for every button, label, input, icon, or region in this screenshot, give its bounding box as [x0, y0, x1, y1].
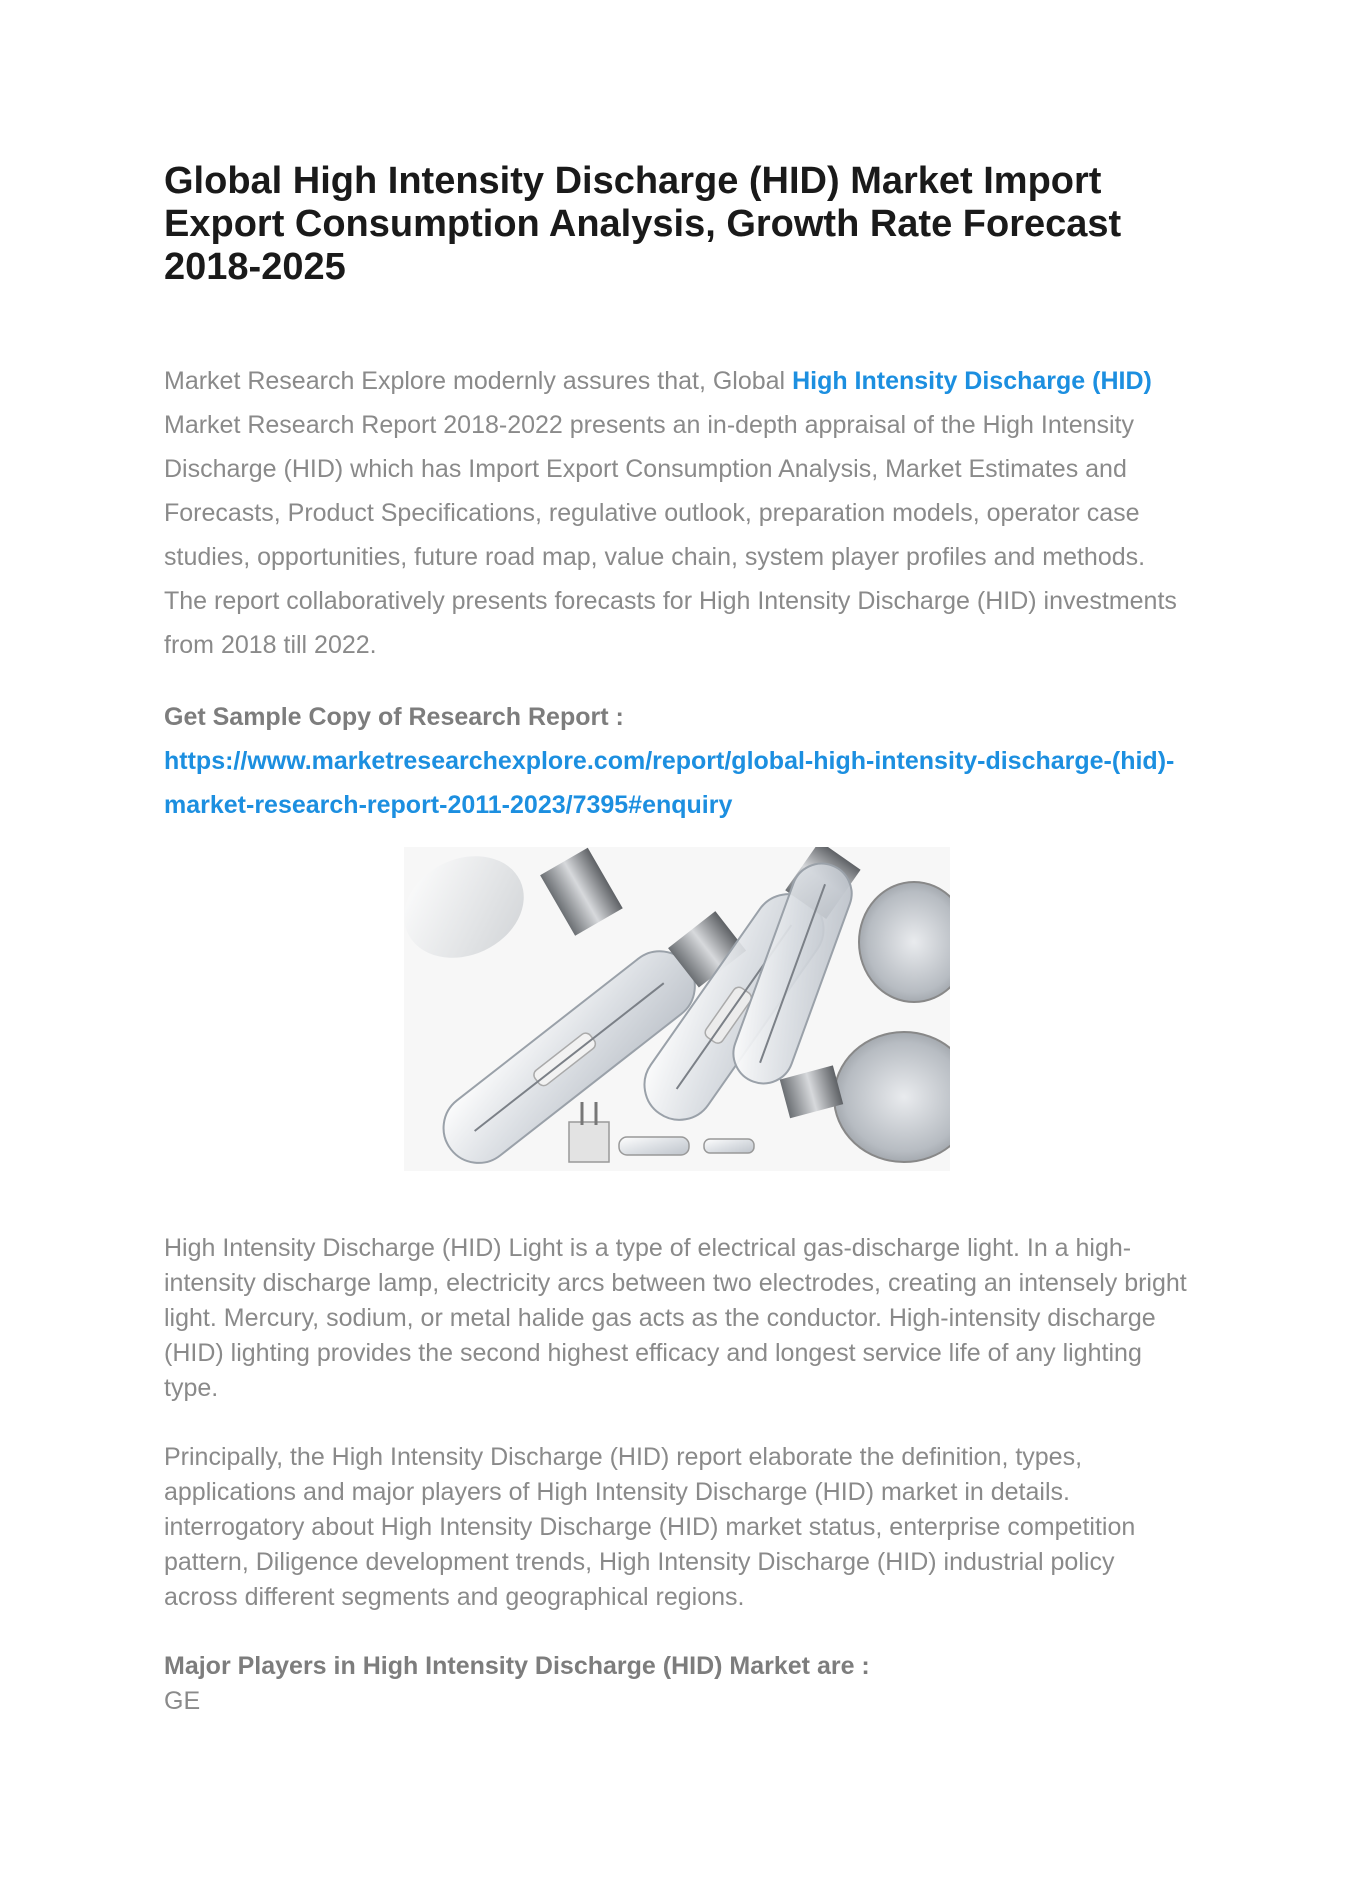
player-item: GE: [164, 1687, 201, 1715]
hid-lamps-image: [404, 847, 950, 1171]
major-players-heading: Major Players in High Intensity Discharge (HID) Market are :: [164, 1652, 870, 1680]
hid-report-link[interactable]: High Intensity Discharge (HID): [792, 367, 1152, 395]
sample-copy-label: Get Sample Copy of Research Report :: [164, 703, 624, 731]
page-title: Global High Intensity Discharge (HID) Market Import Export Consumption Analysis, Growth Rate Forecast 2018-2025: [164, 160, 1122, 288]
intro-text-after: Market Research Report 2018-2022 presents an in-depth appraisal of the High Intensity Discharge (HID) which has Import Export Consumption Analysis, Market Estimates and Forecasts, Product Specifications, regulative outlook, preparation models, operator case studies, opportunities, future road map, value chain, system player profiles and methods. The report collaboratively presents forecasts for High Intensity Discharge (HID) investments from 2018 till 2022.: [164, 411, 1177, 659]
intro-text-before: Market Research Explore modernly assures that, Global: [164, 367, 793, 395]
hid-definition-paragraph: High Intensity Discharge (HID) Light is a type of electrical gas-discharge light. In a high-intensity discharge lamp, electricity arcs between two electrodes, creating an intensely bright light. Mercury, sodium, or metal halide gas acts as the conductor. High-intensity discharge (HID) lighting provides the second highest efficacy and longest service life of any lighting type.: [164, 1234, 1187, 1402]
document-page: [164, 160, 1194, 1719]
intro-paragraph: [164, 359, 1194, 667]
report-scope-paragraph: Principally, the High Intensity Discharge (HID) report elaborate the definition, types, applications and major players of High Intensity Discharge (HID) market in details. interrogatory about High Intensity Discharge (HID) market status, enterprise competition pattern, Diligence development trends, High Intensity Discharge (HID) industrial policy across different segments and geographical regions.: [164, 1443, 1136, 1611]
sample-copy-block: [164, 695, 1194, 827]
hid-lamps-illustration: [404, 847, 950, 1171]
sample-copy-link[interactable]: https://www.marketresearchexplore.com/report/global-high-intensity-discharge-(hid)-market-research-report-2011-2023/7395#enquiry: [164, 747, 1175, 819]
